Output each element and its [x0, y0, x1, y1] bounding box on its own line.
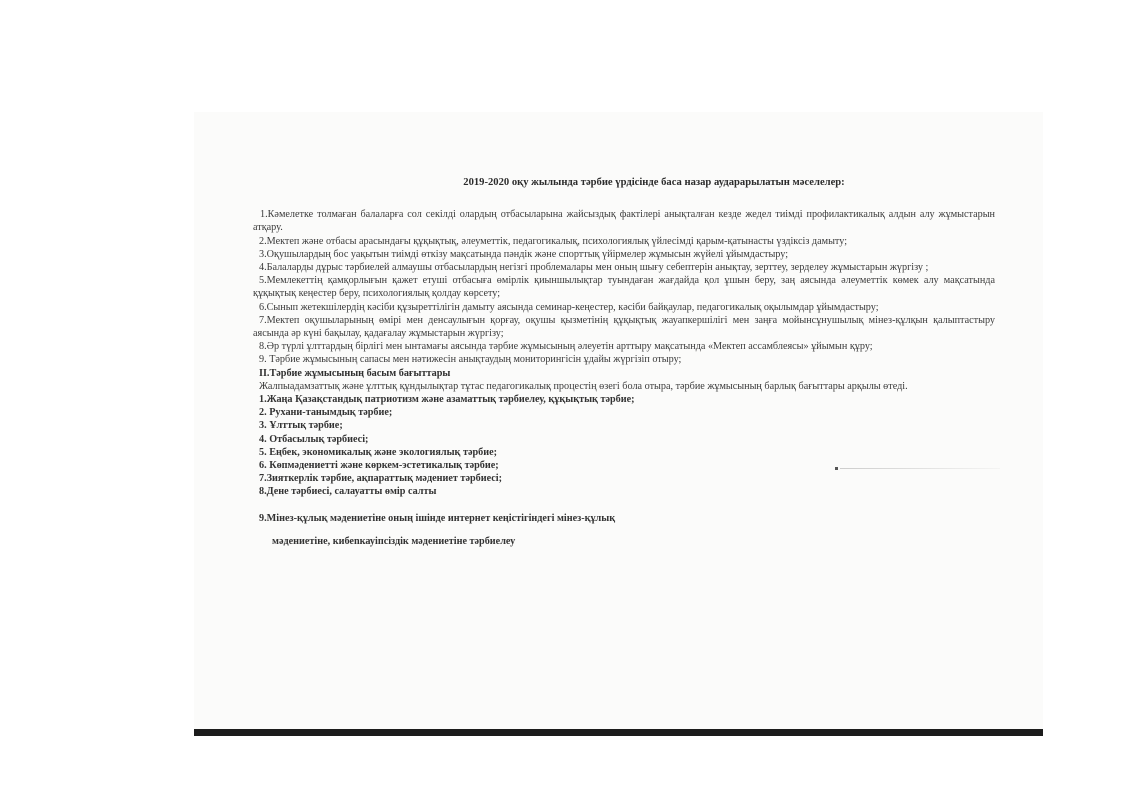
direction-item-8: 8.Дене тәрбиесі, салауатты өмір салты: [259, 486, 437, 498]
document-title: 2019-2020 оқу жылында тәрбие үрдісінде баса назар аударарылатын мәселелер:: [463, 177, 845, 188]
direction-item-5: 5. Еңбек, экономикалық және экологиялық тәрбие;: [259, 446, 498, 458]
paragraph-5: 5.Мемлекеттің қамқорлығын қажет етуші отбасыға өмірлік қиыншылықтар туындаған жағдайда қол ұшын беру, заң аясында әлеуметтік көмек алу мақсатында құқықтық кеңестер беру, психологиялық қолдау көрсету;: [253, 275, 995, 300]
paragraph-4: 4.Балаларды дұрыс тәрбиелей алмаушы отбасылардың негізгі проблемалары мен оның шығу себептерін анықтау, зерттеу, зерделеу жұмыстарын жүргізу ;: [259, 262, 929, 274]
paragraph-3: 3.Оқушылардың бос уақытын тиімді өткізу мақсатында пәндік және спорттық үйірмелер жұмысын жүйелі ұйымдастыру;: [259, 248, 789, 260]
document-body: [253, 176, 995, 548]
section-heading: II.Тәрбие жұмысының басым бағыттары: [259, 367, 451, 379]
direction-item-6: 6. Көпмәдениетті және көркем-эстетикалық тәрбие;: [259, 460, 499, 472]
paragraph-6: 6.Сынып жетекшілердің кәсіби құзыреттілігін дамыту аясында семинар-кеңестер, кәсіби байқаулар, педагогикалық оқылымдар ұйымдастыру;: [259, 301, 879, 313]
direction-item-2: 2. Рухани-танымдық тәрбие;: [259, 407, 393, 419]
paragraph-2: 2.Мектеп және отбасы арасындағы құқықтық, әлеуметтік, педагогикалық, психологиялық үйлесімді қарым-қатынасты үздіксіз дамыту;: [259, 235, 848, 247]
direction-item-3: 3. Ұлттық тәрбие;: [259, 420, 343, 432]
section-intro: Жалпыадамзаттық және ұлттық құндылықтар тұтас педагогикалық процестің өзегі бола отыра, тәрбие жұмысының барлық бағыттары арқылы өтеді.: [259, 380, 908, 392]
direction-item-1: 1.Жаңа Қазақстандық патриотизм және азаматтық тәрбиелеу, құқықтық тәрбие;: [259, 394, 635, 406]
paragraph-9: 9. Тәрбие жұмысының сапасы мен нәтижесін анықтаудың мониторингісін ұдайы жүргізіп отыру;: [259, 354, 682, 366]
direction-item-7: 7.Зияткерлік тәрбие, ақпараттық мәдениет тәрбиесі;: [259, 473, 502, 485]
direction-item-4: 4. Отбасылық тәрбиесі;: [259, 433, 369, 445]
paragraph-7: 7.Мектеп оқушыларының өмірі мен денсаулығын қорғау, оқушы қызметінің құқықтық жауапкершілігі мен заңға мойынсұнушылық мінез-құлқын қалыптастыру аясында әр күні бақылау, қадағалау жұмыстарын жүргізу;: [253, 314, 995, 340]
paragraph-8: 8.Әр түрлі ұлттардың бірлігі мен ынтамағы аясында тәрбие жұмысының әлеуетін арттыру мақсатында «Мектеп ассамблеясы» ұйымын құру;: [259, 341, 873, 353]
direction-item-9: 9.Мінез-құлық мәдениетіне оның ішінде интернет кеңістігіндегі мінез-құлық: [259, 512, 616, 524]
paragraph-1: 1.Кәмелетке толмаған балаларға сол секілді олардың отбасыларына жайсыздық фактілері анықталған кезде жедел тиімді профилактикалық алдын алу жұмыстарын атқару.: [253, 209, 995, 234]
direction-item-9-continued: мәдениетіне, кибеnкауіпсіздік мәдениетіне тәрбиелеу: [272, 535, 516, 547]
